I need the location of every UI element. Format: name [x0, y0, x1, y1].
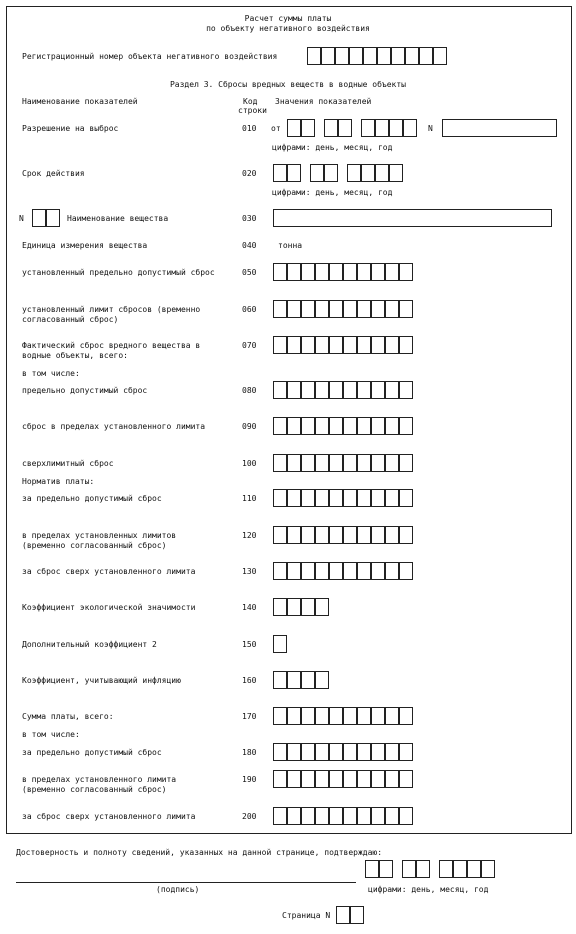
char-cell[interactable] — [385, 707, 399, 725]
char-cell[interactable] — [329, 770, 343, 788]
char-cell[interactable] — [287, 263, 301, 281]
char-cell[interactable] — [481, 860, 495, 878]
char-cell[interactable] — [329, 454, 343, 472]
char-cell[interactable] — [416, 860, 430, 878]
char-cell[interactable] — [385, 454, 399, 472]
char-cell[interactable] — [343, 336, 357, 354]
char-cell[interactable] — [399, 526, 413, 544]
char-cell[interactable] — [343, 707, 357, 725]
row-090-label: сброс в пределах установленного лимита — [22, 422, 206, 431]
char-cell[interactable] — [399, 417, 413, 435]
char-cell[interactable] — [324, 164, 338, 182]
row-100-code: 100 — [242, 459, 257, 468]
char-cell[interactable] — [419, 47, 433, 65]
char-cell[interactable] — [357, 489, 371, 507]
including-label-2: в том числе: — [22, 730, 80, 739]
including-label-1: в том числе: — [22, 369, 80, 378]
char-cell[interactable] — [273, 417, 287, 435]
char-cell[interactable] — [273, 807, 287, 825]
char-cell[interactable] — [365, 860, 379, 878]
char-cell[interactable] — [301, 454, 315, 472]
char-cell[interactable] — [335, 47, 349, 65]
section-title: Раздел 3. Сбросы вредных веществ в водные объекты — [169, 80, 406, 89]
char-cell[interactable] — [357, 707, 371, 725]
char-cell[interactable] — [343, 381, 357, 399]
char-cell[interactable] — [377, 47, 391, 65]
char-cell[interactable] — [273, 454, 287, 472]
char-cell[interactable] — [329, 526, 343, 544]
row-110-label: за предельно допустимый сброс — [22, 494, 162, 503]
char-cell[interactable] — [385, 807, 399, 825]
row-070-label: Фактический сброс вредного вещества в — [22, 341, 201, 350]
char-cell[interactable] — [399, 807, 413, 825]
char-cell[interactable] — [375, 164, 389, 182]
char-cell[interactable] — [273, 743, 287, 761]
char-cell[interactable] — [371, 770, 385, 788]
char-cell[interactable] — [287, 119, 301, 137]
char-cell[interactable] — [343, 770, 357, 788]
form-subtitle: по объекту негативного воздействия — [206, 24, 370, 33]
char-cell[interactable] — [273, 336, 287, 354]
form-title: Расчет суммы платы — [244, 14, 332, 23]
char-cell[interactable] — [361, 119, 375, 137]
char-cell[interactable] — [363, 47, 377, 65]
char-cell[interactable] — [357, 562, 371, 580]
row-160-code: 160 — [242, 676, 257, 685]
row-070-code: 070 — [242, 341, 257, 350]
char-cell[interactable] — [402, 860, 416, 878]
char-cell[interactable] — [357, 263, 371, 281]
row-060-label: установленный лимит сбросов (временно — [22, 305, 201, 314]
char-cell[interactable] — [273, 562, 287, 580]
char-cell[interactable] — [349, 47, 363, 65]
row-120-code: 120 — [242, 531, 257, 540]
char-cell[interactable] — [287, 454, 301, 472]
substance-name-field[interactable] — [273, 209, 552, 227]
char-cell[interactable] — [357, 300, 371, 318]
char-cell[interactable] — [287, 489, 301, 507]
char-cell[interactable] — [273, 770, 287, 788]
row-040-label: Единица измерения вещества — [22, 241, 148, 250]
char-cell[interactable] — [315, 598, 329, 616]
row-140-code: 140 — [242, 603, 257, 612]
char-cell[interactable] — [287, 598, 301, 616]
char-cell[interactable] — [433, 47, 447, 65]
char-cell[interactable] — [301, 417, 315, 435]
char-cell[interactable] — [315, 417, 329, 435]
char-cell[interactable] — [361, 164, 375, 182]
char-cell[interactable] — [399, 743, 413, 761]
char-cell[interactable] — [301, 598, 315, 616]
column-name-header: Наименование показателей — [22, 97, 138, 106]
permit-date-hint: цифрами: день, месяц, год — [272, 143, 393, 152]
row-110-code: 110 — [242, 494, 257, 503]
char-cell[interactable] — [343, 263, 357, 281]
char-cell[interactable] — [357, 807, 371, 825]
char-cell[interactable] — [385, 300, 399, 318]
row-090-code: 090 — [242, 422, 257, 431]
row-050-code: 050 — [242, 268, 257, 277]
char-cell[interactable] — [301, 300, 315, 318]
char-cell[interactable] — [315, 707, 329, 725]
char-cell[interactable] — [310, 164, 324, 182]
row-130-code: 130 — [242, 567, 257, 576]
char-cell[interactable] — [315, 770, 329, 788]
char-cell[interactable] — [357, 526, 371, 544]
char-cell[interactable] — [315, 454, 329, 472]
char-cell[interactable] — [379, 860, 393, 878]
validity-date-hint: цифрами: день, месяц, год — [272, 188, 393, 197]
char-cell[interactable] — [371, 562, 385, 580]
char-cell[interactable] — [301, 770, 315, 788]
row-120-label: в пределах установленных лимитов — [22, 531, 177, 540]
permit-from-label: от — [271, 124, 281, 133]
char-cell[interactable] — [357, 743, 371, 761]
char-cell[interactable] — [329, 743, 343, 761]
confirmation-text: Достоверность и полноту сведений, указанных на данной странице, подтверждаю: — [16, 848, 383, 857]
char-cell[interactable] — [357, 417, 371, 435]
column-code-header-2: строки — [238, 106, 267, 115]
char-cell[interactable] — [301, 707, 315, 725]
char-cell[interactable] — [399, 489, 413, 507]
char-cell[interactable] — [46, 209, 60, 227]
char-cell[interactable] — [315, 336, 329, 354]
char-cell[interactable] — [287, 707, 301, 725]
char-cell[interactable] — [273, 707, 287, 725]
row-190-code: 190 — [242, 775, 257, 784]
row-010-label: Разрешение на выброс — [22, 124, 119, 133]
char-cell[interactable] — [385, 562, 399, 580]
char-cell[interactable] — [329, 263, 343, 281]
signature-caption: (подпись) — [156, 885, 200, 894]
char-cell[interactable] — [301, 381, 315, 399]
row-170-label: Сумма платы, всего: — [22, 712, 114, 721]
char-cell[interactable] — [287, 164, 301, 182]
char-cell[interactable] — [329, 562, 343, 580]
char-cell[interactable] — [315, 263, 329, 281]
char-cell[interactable] — [357, 770, 371, 788]
char-cell[interactable] — [371, 707, 385, 725]
char-cell[interactable] — [273, 598, 287, 616]
row-140-label: Коэффициент экологической значимости — [22, 603, 196, 612]
char-cell[interactable] — [399, 263, 413, 281]
char-cell[interactable] — [287, 562, 301, 580]
char-cell[interactable] — [273, 635, 287, 653]
char-cell[interactable] — [385, 489, 399, 507]
char-cell[interactable] — [301, 336, 315, 354]
char-cell[interactable] — [287, 671, 301, 689]
char-cell[interactable] — [273, 263, 287, 281]
char-cell[interactable] — [301, 526, 315, 544]
row-080-label: предельно допустимый сброс — [22, 386, 148, 395]
char-cell[interactable] — [301, 119, 315, 137]
char-cell[interactable] — [301, 263, 315, 281]
char-cell[interactable] — [315, 562, 329, 580]
char-cell[interactable] — [321, 47, 335, 65]
row-190-label-2: (временно согласованный сброс) — [22, 785, 167, 794]
char-cell[interactable] — [453, 860, 467, 878]
row-160-label: Коэффициент, учитывающий инфляцию — [22, 676, 181, 685]
char-cell[interactable] — [385, 336, 399, 354]
row-100-label: сверхлимитный сброс — [22, 459, 114, 468]
row-080-code: 080 — [242, 386, 257, 395]
char-cell[interactable] — [399, 381, 413, 399]
row-200-label: за сброс сверх установленного лимита — [22, 812, 196, 821]
char-cell[interactable] — [336, 906, 350, 924]
char-cell[interactable] — [399, 454, 413, 472]
column-values-header: Значения показателей — [275, 97, 372, 106]
registration-label: Регистрационный номер объекта негативного воздействия — [22, 52, 278, 61]
char-cell[interactable] — [385, 526, 399, 544]
char-cell[interactable] — [315, 743, 329, 761]
unit-value: тонна — [278, 241, 303, 250]
char-cell[interactable] — [385, 381, 399, 399]
char-cell[interactable] — [399, 562, 413, 580]
permit-number-field[interactable] — [442, 119, 557, 137]
char-cell[interactable] — [371, 300, 385, 318]
char-cell[interactable] — [273, 381, 287, 399]
char-cell[interactable] — [385, 263, 399, 281]
char-cell[interactable] — [357, 381, 371, 399]
row-020-label: Срок действия — [22, 169, 85, 178]
char-cell[interactable] — [329, 381, 343, 399]
row-150-label: Дополнительный коэффициент 2 — [22, 640, 157, 649]
char-cell[interactable] — [315, 300, 329, 318]
char-cell[interactable] — [329, 417, 343, 435]
char-cell[interactable] — [371, 381, 385, 399]
char-cell[interactable] — [385, 417, 399, 435]
row-040-code: 040 — [242, 241, 257, 250]
char-cell[interactable] — [287, 381, 301, 399]
char-cell[interactable] — [343, 526, 357, 544]
char-cell[interactable] — [287, 417, 301, 435]
char-cell[interactable] — [403, 119, 417, 137]
char-cell[interactable] — [307, 47, 321, 65]
char-cell[interactable] — [399, 300, 413, 318]
char-cell[interactable] — [287, 770, 301, 788]
char-cell[interactable] — [287, 526, 301, 544]
row-190-label: в пределах установленного лимита — [22, 775, 177, 784]
char-cell[interactable] — [399, 770, 413, 788]
row-180-code: 180 — [242, 748, 257, 757]
char-cell[interactable] — [301, 671, 315, 689]
char-cell[interactable] — [273, 300, 287, 318]
char-cell[interactable] — [329, 707, 343, 725]
char-cell[interactable] — [32, 209, 46, 227]
char-cell[interactable] — [287, 807, 301, 825]
char-cell[interactable] — [343, 454, 357, 472]
row-180-label: за предельно допустимый сброс — [22, 748, 162, 757]
char-cell[interactable] — [329, 489, 343, 507]
char-cell[interactable] — [399, 336, 413, 354]
char-cell[interactable] — [315, 671, 329, 689]
char-cell[interactable] — [357, 336, 371, 354]
char-cell[interactable] — [273, 489, 287, 507]
char-cell[interactable] — [371, 807, 385, 825]
char-cell[interactable] — [329, 336, 343, 354]
char-cell[interactable] — [385, 770, 399, 788]
char-cell[interactable] — [371, 743, 385, 761]
column-code-header: Код — [243, 97, 258, 106]
char-cell[interactable] — [324, 119, 338, 137]
char-cell[interactable] — [315, 381, 329, 399]
row-130-label: за сброс сверх установленного лимита — [22, 567, 196, 576]
char-cell[interactable] — [357, 454, 371, 472]
char-cell[interactable] — [301, 743, 315, 761]
row-060-code: 060 — [242, 305, 257, 314]
footer-date-hint: цифрами: день, месяц, год — [368, 885, 489, 894]
char-cell[interactable] — [315, 807, 329, 825]
char-cell[interactable] — [301, 489, 315, 507]
substance-n-label: N — [19, 214, 24, 223]
char-cell[interactable] — [343, 562, 357, 580]
row-060-label-2: согласованный сброс) — [22, 315, 119, 324]
char-cell[interactable] — [371, 454, 385, 472]
char-cell[interactable] — [301, 807, 315, 825]
row-010-code: 010 — [242, 124, 257, 133]
char-cell[interactable] — [343, 417, 357, 435]
char-cell[interactable] — [347, 164, 361, 182]
char-cell[interactable] — [371, 526, 385, 544]
payment-rate-label: Норматив платы: — [22, 477, 95, 486]
row-050-label: установленный предельно допустимый сброс — [22, 268, 215, 277]
char-cell[interactable] — [371, 417, 385, 435]
permit-number-label: N — [428, 124, 433, 133]
char-cell[interactable] — [343, 300, 357, 318]
char-cell[interactable] — [389, 164, 403, 182]
char-cell[interactable] — [273, 671, 287, 689]
char-cell[interactable] — [467, 860, 481, 878]
row-170-code: 170 — [242, 712, 257, 721]
char-cell[interactable] — [385, 743, 399, 761]
char-cell[interactable] — [273, 526, 287, 544]
char-cell[interactable] — [350, 906, 364, 924]
row-120-label-2: (временно согласованный сброс) — [22, 541, 167, 550]
row-200-code: 200 — [242, 812, 257, 821]
char-cell[interactable] — [301, 562, 315, 580]
char-cell[interactable] — [315, 526, 329, 544]
char-cell[interactable] — [287, 300, 301, 318]
row-070-label-2: водные объекты, всего: — [22, 351, 128, 360]
char-cell[interactable] — [329, 300, 343, 318]
row-030-label: Наименование вещества — [67, 214, 169, 223]
char-cell[interactable] — [399, 707, 413, 725]
char-cell[interactable] — [329, 807, 343, 825]
signature-line[interactable] — [16, 882, 356, 883]
char-cell[interactable] — [287, 743, 301, 761]
row-030-code: 030 — [242, 214, 257, 223]
char-cell[interactable] — [371, 336, 385, 354]
char-cell[interactable] — [343, 743, 357, 761]
char-cell[interactable] — [405, 47, 419, 65]
row-150-code: 150 — [242, 640, 257, 649]
char-cell[interactable] — [343, 807, 357, 825]
char-cell[interactable] — [371, 489, 385, 507]
char-cell[interactable] — [389, 119, 403, 137]
char-cell[interactable] — [371, 263, 385, 281]
row-020-code: 020 — [242, 169, 257, 178]
char-cell[interactable] — [338, 119, 352, 137]
char-cell[interactable] — [315, 489, 329, 507]
page-number-label: Страница N — [282, 911, 331, 920]
char-cell[interactable] — [273, 164, 287, 182]
char-cell[interactable] — [375, 119, 389, 137]
char-cell[interactable] — [391, 47, 405, 65]
char-cell[interactable] — [343, 489, 357, 507]
char-cell[interactable] — [439, 860, 453, 878]
char-cell[interactable] — [287, 336, 301, 354]
